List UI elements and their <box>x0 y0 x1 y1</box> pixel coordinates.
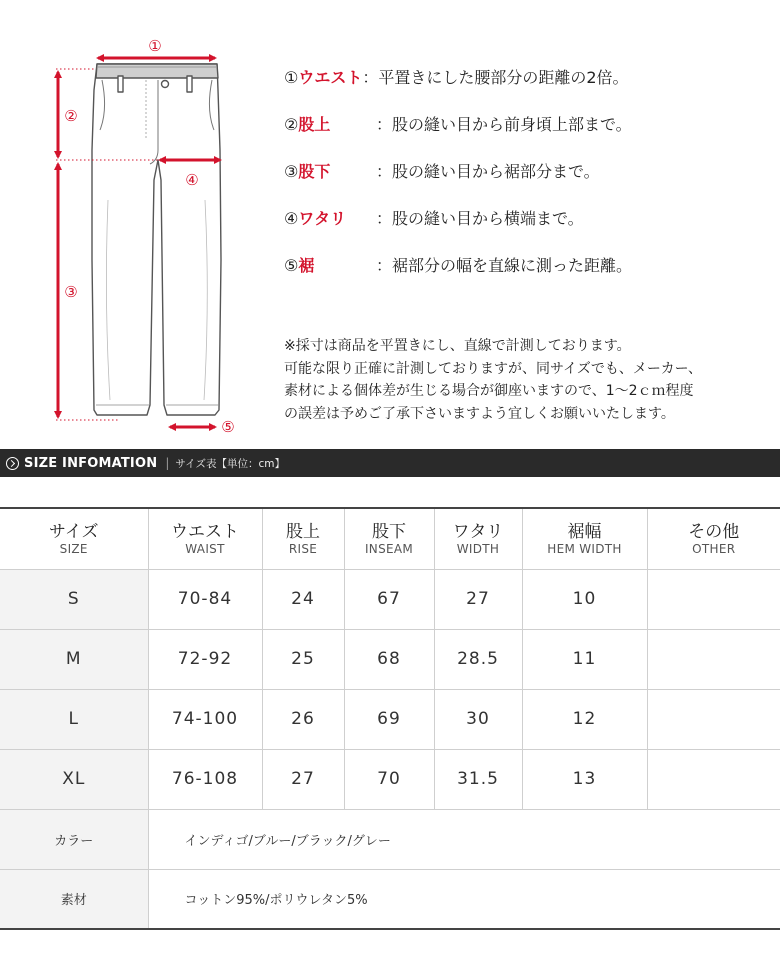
waist-cell: 76-108 <box>148 749 262 809</box>
size-info-header <box>0 449 780 477</box>
diagram-label-4: ④ <box>185 171 199 189</box>
section-separator: | <box>165 456 170 470</box>
material-row <box>0 869 780 929</box>
header-width: ワタリ WIDTH <box>434 508 522 569</box>
legend-desc: ：股の縫い目から横端まで。 <box>376 209 584 228</box>
material-label: 素材 <box>0 869 148 929</box>
legend-desc: ：股の縫い目から裾部分まで。 <box>376 162 600 181</box>
size-cell: XL <box>0 749 148 809</box>
legend-row-rise <box>284 113 774 160</box>
header-size: サイズ SIZE <box>0 508 148 569</box>
size-cell: L <box>0 689 148 749</box>
legend-desc: ：裾部分の幅を直線に測った距離。 <box>376 256 633 275</box>
header-hem-width: 裾幅 HEM WIDTH <box>522 508 647 569</box>
legend-row-hem <box>284 254 774 301</box>
other-cell <box>647 629 780 689</box>
note-line: ※採寸は商品を平置きにし、直線で計測しております。 <box>284 338 631 354</box>
legend-desc: ：平置きにした腰部分の距離の2倍。 <box>362 68 629 87</box>
legend-desc: ：股の縫い目から前身頃上部まで。 <box>376 115 632 134</box>
measurement-legend <box>284 66 774 301</box>
size-table <box>0 507 780 930</box>
table-row <box>0 629 780 689</box>
header-other: その他 OTHER <box>647 508 780 569</box>
circle-chevron-right-icon <box>6 457 19 470</box>
header-rise: 股上 RISE <box>262 508 344 569</box>
legend-num: ④ <box>284 209 299 228</box>
table-row <box>0 749 780 809</box>
waist-cell: 74-100 <box>148 689 262 749</box>
other-cell <box>647 749 780 809</box>
color-value: インディゴ/ブルー/ブラック/グレー <box>148 809 780 869</box>
legend-num: ② <box>284 115 299 134</box>
note-line: 素材による個体差が生じる場合が御座いますので、1～2ｃｍ程度 <box>284 383 694 399</box>
inseam-cell: 69 <box>344 689 434 749</box>
color-row <box>0 809 780 869</box>
legend-num: ① <box>284 68 299 87</box>
legend-name: 裾 <box>298 256 315 275</box>
inseam-cell: 68 <box>344 629 434 689</box>
rise-cell: 27 <box>262 749 344 809</box>
table-row <box>0 689 780 749</box>
legend-num: ③ <box>284 162 299 181</box>
legend-row-waist <box>284 66 774 113</box>
waist-cell: 70-84 <box>148 569 262 629</box>
legend-num: ⑤ <box>284 256 299 275</box>
material-value: コットン95%/ポリウレタン5% <box>148 869 780 929</box>
inseam-cell: 67 <box>344 569 434 629</box>
legend-name: 股上 <box>298 115 331 134</box>
header-waist: ウエスト WAIST <box>148 508 262 569</box>
hem-width-cell: 12 <box>522 689 647 749</box>
diagram-label-1: ① <box>148 37 162 55</box>
measurement-note <box>284 335 774 425</box>
header-inseam: 股下 INSEAM <box>344 508 434 569</box>
width-cell: 28.5 <box>434 629 522 689</box>
diagram-label-3: ③ <box>64 283 78 301</box>
note-line: の誤差は予めご了承下さいますよう宜しくお願いいたします。 <box>284 405 675 422</box>
table-header-row <box>0 508 780 569</box>
rise-cell: 26 <box>262 689 344 749</box>
section-title: SIZE INFOMATION <box>24 455 158 471</box>
diagram-label-2: ② <box>64 107 78 125</box>
rise-cell: 25 <box>262 629 344 689</box>
legend-name: ウエスト <box>298 68 363 87</box>
inseam-cell: 70 <box>344 749 434 809</box>
hem-width-cell: 11 <box>522 629 647 689</box>
width-cell: 31.5 <box>434 749 522 809</box>
hem-width-cell: 13 <box>522 749 647 809</box>
waist-cell: 72-92 <box>148 629 262 689</box>
size-cell: M <box>0 629 148 689</box>
hem-width-cell: 10 <box>522 569 647 629</box>
rise-cell: 24 <box>262 569 344 629</box>
section-subtitle: サイズ表【単位：cm】 <box>175 457 286 470</box>
legend-name: ワタリ <box>298 209 347 228</box>
other-cell <box>647 689 780 749</box>
size-cell: S <box>0 569 148 629</box>
width-cell: 27 <box>434 569 522 629</box>
legend-row-inseam <box>284 160 774 207</box>
table-row <box>0 569 780 629</box>
legend-row-width <box>284 207 774 254</box>
pants-measurement-diagram <box>0 0 280 440</box>
width-cell: 30 <box>434 689 522 749</box>
diagram-label-5: ⑤ <box>221 418 235 436</box>
note-line: 可能な限り正確に計測しておりますが、同サイズでも、メーカー、 <box>284 360 703 377</box>
color-label: カラー <box>0 809 148 869</box>
pants-illustration <box>92 64 221 415</box>
legend-name: 股下 <box>298 162 331 181</box>
other-cell <box>647 569 780 629</box>
